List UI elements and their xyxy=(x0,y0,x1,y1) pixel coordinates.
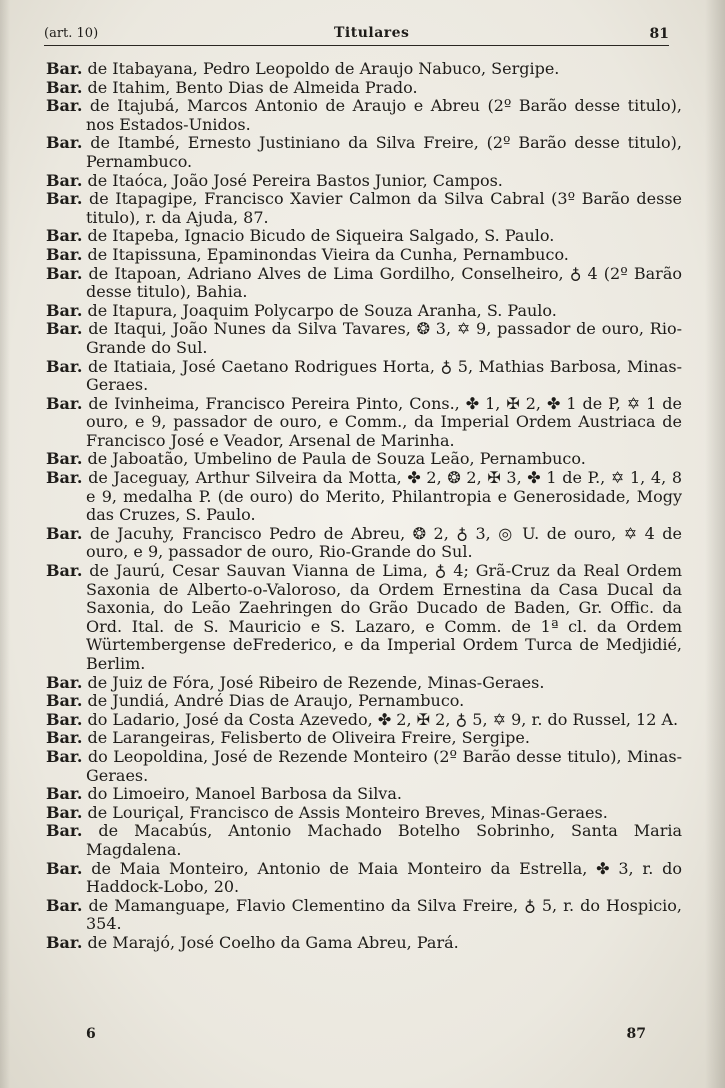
entry-text: de Juiz de Fóra, José Ribeiro de Rezende, Minas-Geraes. xyxy=(82,672,545,692)
footer-page-number: 87 xyxy=(626,1026,646,1042)
header-rule xyxy=(44,45,669,46)
header-article-ref: (art. 10) xyxy=(44,26,99,41)
entry-title: Bar. xyxy=(46,133,83,153)
entry-text: de Itapura, Joaquim Polycarpo de Souza Aranha, S. Paulo. xyxy=(82,300,557,320)
entry-text: de Itapoan, Adriano Alves de Lima Gordilho, Conselheiro, ♁ 4 (2º Barão desse titulo), Bahia. xyxy=(82,263,682,302)
entry-row xyxy=(46,172,682,191)
entry-row xyxy=(46,692,682,711)
entry-text: do Leopoldina, José de Rezende Monteiro (2º Barão desse titulo), Minas-Geraes. xyxy=(82,746,682,785)
entry-title: Bar. xyxy=(46,244,83,264)
entry-title: Bar. xyxy=(46,784,83,804)
entry-text: de Jacuhy, Francisco Pedro de Abreu, ❂ 2, ♁ 3, ◎ U. de ouro, ✡ 4 de ouro, e 9, passador de ouro, Rio-Grande do Sul. xyxy=(82,523,682,562)
entry-row xyxy=(46,320,682,357)
entry-text: de Itapeba, Ignacio Bicudo de Siqueira Salgado, S. Paulo. xyxy=(82,226,555,246)
entry-title: Bar. xyxy=(46,449,83,469)
entry-row xyxy=(46,804,682,823)
entry-row xyxy=(46,822,682,859)
entry-title: Bar. xyxy=(46,802,83,822)
entry-row xyxy=(46,934,682,953)
entry-row xyxy=(46,358,682,395)
entry-text: de Jundiá, André Dias de Araujo, Pernambuco. xyxy=(82,691,465,711)
entry-text: de Louriçal, Francisco de Assis Monteiro Breves, Minas-Geraes. xyxy=(82,802,608,822)
header-title: Titulares xyxy=(334,25,410,41)
entry-title: Bar. xyxy=(46,263,83,283)
entry-title: Bar. xyxy=(46,96,83,116)
entry-row xyxy=(46,79,682,98)
entry-row xyxy=(46,450,682,469)
entry-row xyxy=(46,60,682,79)
entry-text: de Marajó, José Coelho da Gama Abreu, Pará. xyxy=(82,932,459,952)
entry-title: Bar. xyxy=(46,59,83,78)
entry-title: Bar. xyxy=(46,468,83,488)
entry-row xyxy=(46,302,682,321)
entry-list xyxy=(46,60,682,953)
entry-row xyxy=(46,134,682,171)
entry-text: de Jaurú, Cesar Sauvan Vianna de Lima, ♁ 4; Grã-Cruz da Real Ordem Saxonia de Alberto-o-Valoroso, da Ordem Ernestina da Casa Ducal da Saxonia, do Leão Zaehringen do Grão Ducado de Baden, Gr. Offic. da Ord. Ital. de S. Mauricio e S. Lazaro, e Comm. de 1ª cl. da Ordem Würtembergense deFrederico, e da Imperial Ordem Turca de Medjidié, Berlim. xyxy=(82,561,682,673)
entry-title: Bar. xyxy=(46,561,83,581)
entry-row xyxy=(46,227,682,246)
entry-title: Bar. xyxy=(46,691,83,711)
entry-title: Bar. xyxy=(46,300,83,320)
header-page-number: 81 xyxy=(649,26,669,42)
entry-text: de Itahim, Bento Dias de Almeida Prado. xyxy=(82,77,418,97)
entry-text: de Mamanguape, Flavio Clementino da Silva Freire, ♁ 5, r. do Hospicio, 354. xyxy=(82,895,682,934)
entry-title: Bar. xyxy=(46,393,83,413)
entry-title: Bar. xyxy=(46,728,83,748)
entry-title: Bar. xyxy=(46,821,83,841)
entry-title: Bar. xyxy=(46,858,83,878)
entry-text: de Itambé, Ernesto Justiniano da Silva Freire, (2º Barão desse titulo), Pernambuco. xyxy=(82,133,682,171)
entry-text: do Limoeiro, Manoel Barbosa da Silva. xyxy=(82,784,402,804)
entry-title: Bar. xyxy=(46,895,83,915)
entry-text: do Ladario, José da Costa Azevedo, ✤ 2, ✠ 2, ♁ 5, ✡ 9, r. do Russel, 12 A. xyxy=(82,709,679,729)
entry-row xyxy=(46,897,682,934)
entry-text: de Itaqui, João Nunes da Silva Tavares, ❂ 3, ✡ 9, passador de ouro, Rio-Grande do Sul. xyxy=(82,319,682,357)
entry-row xyxy=(46,785,682,804)
entry-text: de Itapissuna, Epaminondas Vieira da Cunha, Pernambuco. xyxy=(82,244,569,264)
entry-title: Bar. xyxy=(46,746,83,766)
entry-text: de Itatiaia, José Caetano Rodrigues Horta, ♁ 5, Mathias Barbosa, Minas-Geraes. xyxy=(82,356,682,395)
entry-title: Bar. xyxy=(46,672,83,692)
entry-row xyxy=(46,469,682,525)
footer-signature-mark: 6 xyxy=(86,1026,96,1042)
entry-title: Bar. xyxy=(46,319,83,339)
entry-row xyxy=(46,265,682,302)
entry-row xyxy=(46,562,682,674)
entry-title: Bar. xyxy=(46,932,83,952)
entry-text: de Macabús, Antonio Machado Botelho Sobrinho, Santa Maria Magdalena. xyxy=(82,821,682,859)
entry-title: Bar. xyxy=(46,523,83,543)
entry-title: Bar. xyxy=(46,189,83,209)
entry-title: Bar. xyxy=(46,356,83,376)
entry-row xyxy=(46,729,682,748)
entry-text: de Jaceguay, Arthur Silveira da Motta, ✤ 2, ❂ 2, ✠ 3, ✤ 1 de P., ✡ 1, 4, 8 e 9, medalha P. (de ouro) do Merito, Philantropia e Generosidade, Mogy das Cruzes, S. Paulo. xyxy=(82,468,682,525)
entry-text: de Ivinheima, Francisco Pereira Pinto, Cons., ✤ 1, ✠ 2, ✤ 1 de P, ✡ 1 de ouro, e 9, passador de ouro, e Comm., da Imperial Ordem Austriaca de Francisco José e Veador, Arsenal de Marinha. xyxy=(82,393,682,450)
entry-text: de Maia Monteiro, Antonio de Maia Monteiro da Estrella, ✤ 3, r. do Haddock-Lobo, 20. xyxy=(82,858,682,897)
running-header xyxy=(44,26,669,44)
entry-title: Bar. xyxy=(46,709,83,729)
entry-row xyxy=(46,674,682,693)
entry-text: de Itapagipe, Francisco Xavier Calmon da Silva Cabral (3º Barão desse titulo), r. da Ajuda, 87. xyxy=(82,189,682,227)
entry-row xyxy=(46,860,682,897)
entry-row xyxy=(46,525,682,562)
page-edge-shadow-right xyxy=(705,0,725,1088)
entry-title: Bar. xyxy=(46,226,83,246)
entry-row xyxy=(46,190,682,227)
entry-text: de Itajubá, Marcos Antonio de Araujo e Abreu (2º Barão desse titulo), nos Estados-Unidos. xyxy=(82,96,682,134)
entry-row xyxy=(46,748,682,785)
entry-row xyxy=(46,395,682,451)
entry-text: de Itaóca, João José Pereira Bastos Junior, Campos. xyxy=(82,170,503,190)
page-edge-shadow-left xyxy=(0,0,10,1088)
entry-text: de Itabayana, Pedro Leopoldo de Araujo Nabuco, Sergipe. xyxy=(82,59,560,78)
entry-text: de Jaboatão, Umbelino de Paula de Souza Leão, Pernambuco. xyxy=(82,449,586,469)
entry-row xyxy=(46,246,682,265)
entry-text: de Larangeiras, Felisberto de Oliveira Freire, Sergipe. xyxy=(82,728,530,748)
entry-row xyxy=(46,711,682,730)
entry-title: Bar. xyxy=(46,170,83,190)
entry-title: Bar. xyxy=(46,77,83,97)
entry-row xyxy=(46,97,682,134)
